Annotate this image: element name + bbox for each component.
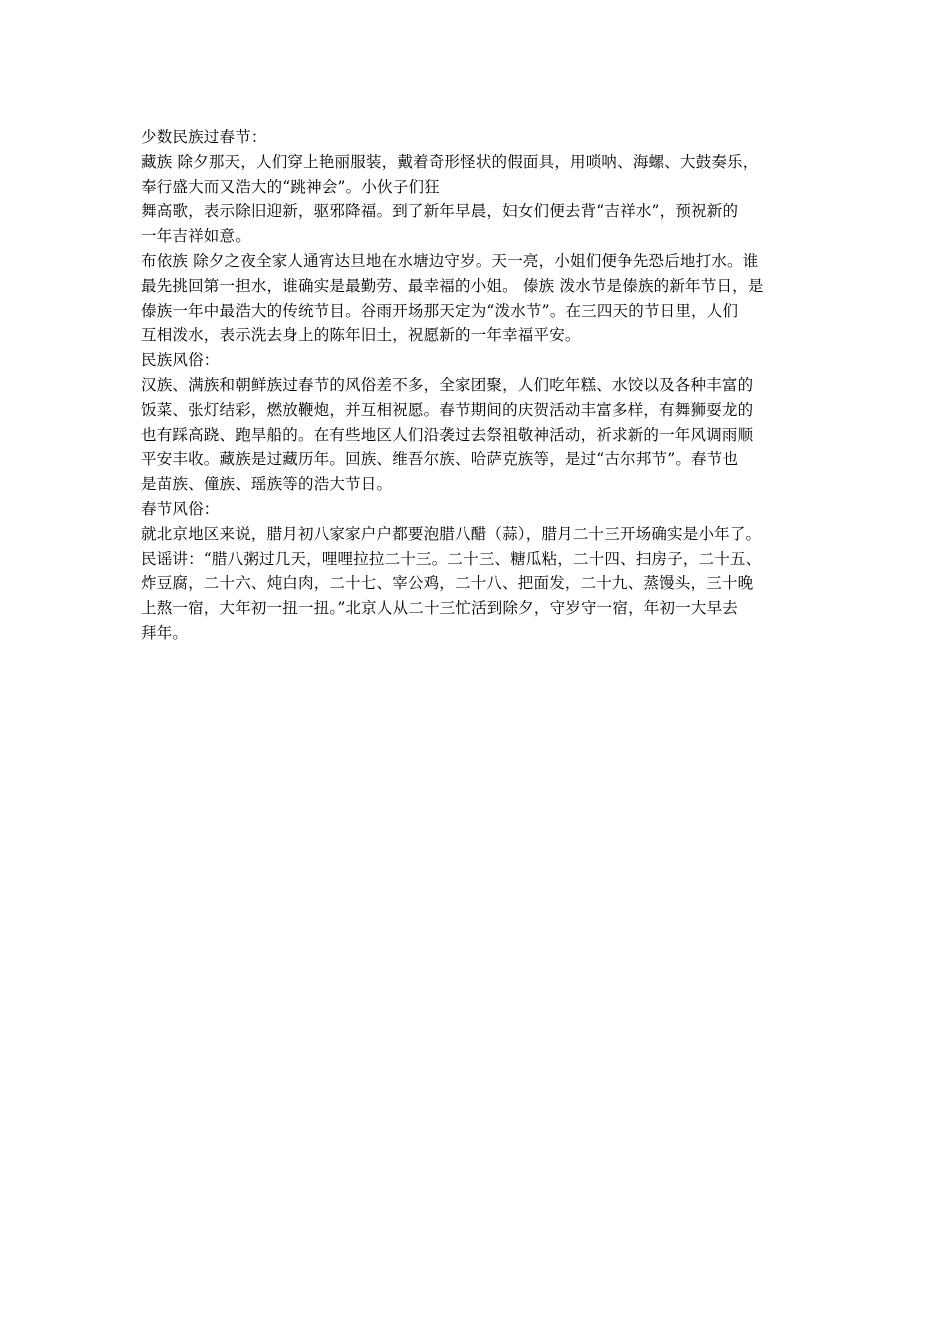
paragraph-line: 藏族 除夕那天，人们穿上艳丽服装，戴着奇形怪状的假面具，用唢呐、海螺、大鼓奏乐， bbox=[141, 152, 759, 171]
paragraph-line: 就北京地区来说，腊月初八家家户户都要泡腊八醋（蒜），腊月二十三开场确实是小年了。 bbox=[141, 524, 762, 543]
paragraph-line: 平安丰收。藏族是过藏历年。回族、维吾尔族、哈萨克族等，是过“古尔邦节”。春节也 bbox=[141, 450, 739, 469]
paragraph-line: 汉族、满族和朝鲜族过春节的风俗差不多，全家团聚，人们吃年糕、水饺以及各种丰富的 bbox=[141, 375, 754, 394]
paragraph-line: 也有踩高跷、跑旱船的。在有些地区人们沿袭过去祭祖敬神活动，祈求新的一年风调雨顺 bbox=[141, 425, 754, 444]
paragraph-line: 拜年。 bbox=[141, 623, 189, 642]
paragraph-line: 饭菜、张灯结彩，燃放鞭炮，并互相祝愿。春节期间的庆贺活动丰富多样，有舞狮耍龙的 bbox=[141, 400, 754, 419]
section-heading-spring-festival-customs: 春节风俗： bbox=[141, 499, 220, 518]
paragraph-line: 炸豆腐，二十六、炖白肉，二十七、宰公鸡，二十八、把面发，二十九、蒸馒头，三十晚 bbox=[141, 574, 754, 593]
paragraph-line: 傣族一年中最浩大的传统节目。谷雨开场那天定为“泼水节”。在三四天的节日里，人们 bbox=[141, 301, 739, 320]
paragraph-line: 一年吉祥如意。 bbox=[141, 227, 251, 246]
paragraph-line: 舞高歌，表示除旧迎新，驱邪降福。到了新年早晨，妇女们便去背“吉祥水”，预祝新的 bbox=[141, 202, 739, 221]
section-heading-minority: 少数民族过春节： bbox=[141, 128, 267, 146]
paragraph-line: 上熬一宿，大年初一扭一扭。”北京人从二十三忙活到除夕，守岁守一宿，年初一大早去 bbox=[141, 599, 738, 618]
document-body bbox=[141, 125, 821, 646]
paragraph-line: 是苗族、僮族、瑶族等的浩大节日。 bbox=[141, 475, 393, 494]
paragraph-line: 奉行盛大而又浩大的“跳神会”。小伙子们狂 bbox=[141, 177, 440, 196]
paragraph-line: 民谣讲：“腊八粥过几天，哩哩拉拉二十三。二十三、糖瓜粘，二十四、扫房子，二十五、 bbox=[141, 549, 762, 568]
paragraph-line: 互相泼水，表示洗去身上的陈年旧土，祝愿新的一年幸福平安。 bbox=[141, 326, 581, 345]
paragraph-line: 最先挑回第一担水，谁确实是最勤劳、最幸福的小姐。 傣族 泼水节是傣族的新年节日，是 bbox=[141, 276, 764, 295]
paragraph-line: 布依族 除夕之夜全家人通宵达旦地在水塘边守岁。天一亮，小姐们便争先恐后地打水。谁 bbox=[141, 251, 759, 270]
section-heading-folk-customs: 民族风俗： bbox=[141, 351, 220, 370]
